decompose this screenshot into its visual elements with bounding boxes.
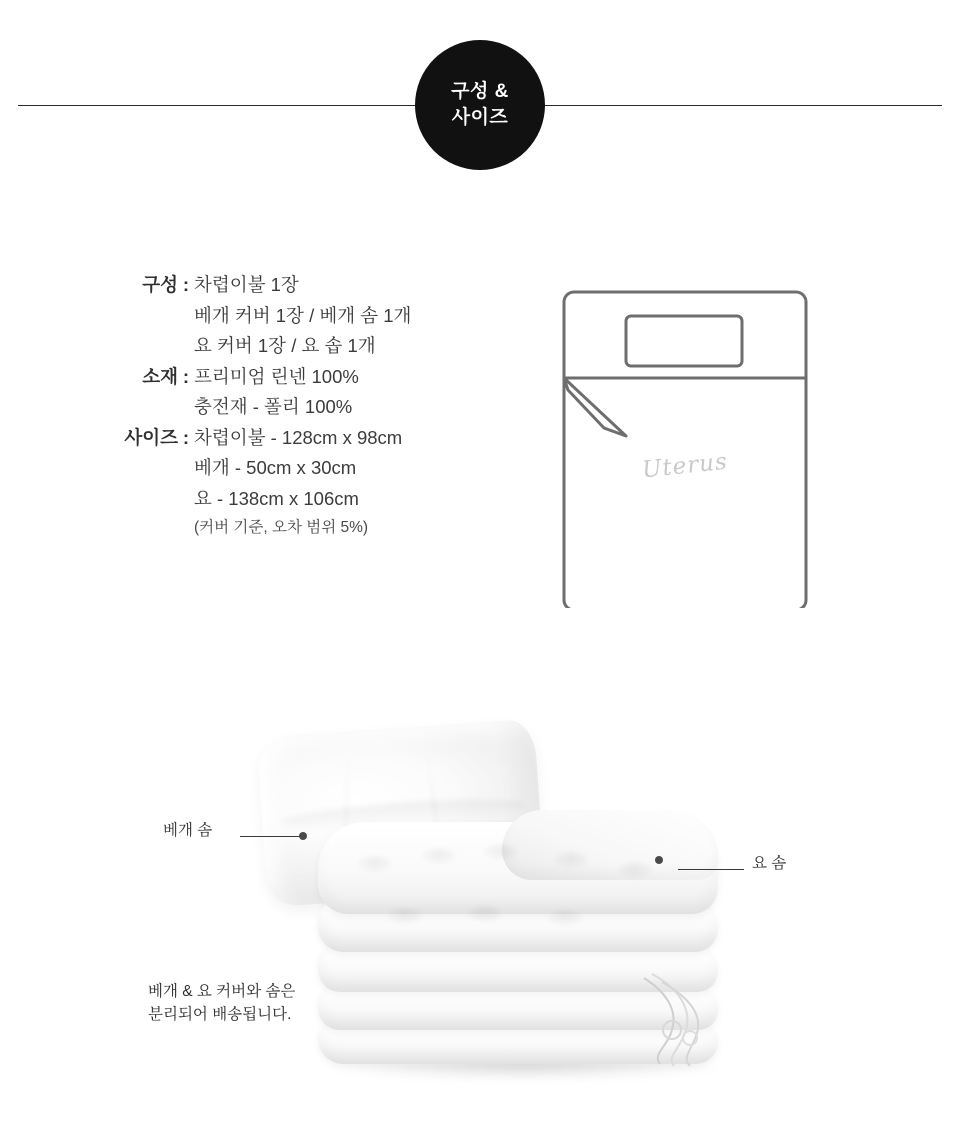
badge-line-2: 사이즈 [451, 107, 509, 128]
shipping-footnote [148, 980, 295, 1027]
callout-label-pillow-filling: 베개 솜 [163, 822, 213, 839]
spec-value-size: 차렵이불 - 128cm x 98cm [194, 426, 403, 448]
footnote-line-2: 분리되어 배송됩니다. [148, 1006, 292, 1024]
spec-row-material [108, 365, 508, 387]
bed-diagram-svg [560, 278, 810, 608]
quilt-dimple [358, 856, 392, 872]
spec-list [108, 276, 508, 536]
spec-colon: : [182, 365, 190, 387]
spec-row-composition [108, 276, 508, 295]
quilt-dimple [618, 862, 652, 878]
spec-subvalue-composition-1: 베개 커버 1장 / 베개 솜 1개 [194, 304, 412, 326]
spec-subvalue-size-2: 요 - 138cm x 106cm [194, 487, 359, 509]
bed-diagram [560, 278, 810, 608]
quilt-dimple [422, 848, 456, 864]
callout-leader-line-left [240, 836, 302, 837]
spec-subvalue-size-1: 베개 - 50cm x 30cm [194, 457, 357, 478]
quilt-dimple [554, 852, 588, 868]
pillow-outline [626, 316, 742, 366]
spec-label-size: 사이즈 [124, 426, 178, 448]
spec-label-composition: 구성 [142, 274, 178, 295]
spec-row-size [108, 426, 508, 448]
spec-value-material: 프리미엄 린넨 100% [194, 365, 359, 387]
callout-marker-left [299, 832, 307, 840]
section-header [0, 0, 960, 200]
callout-label-mattress-filling: 요 솜 [752, 855, 787, 872]
specification-section [0, 258, 960, 638]
footnote-line-1: 베개 & 요 커버와 솜은 [148, 983, 296, 1000]
brand-script-label: Uterus [640, 448, 729, 484]
quilt-dimple [548, 910, 582, 926]
spec-subvalue-composition-2: 요 커버 1장 / 요 솝 1개 [194, 335, 376, 356]
callout-leader-line-right [678, 869, 744, 870]
badge-line-1: 구성 & [451, 80, 509, 102]
spec-subvalue-material-1: 충전재 - 폴리 100% [194, 396, 353, 417]
quilt-dimple [388, 908, 422, 924]
callout-marker-right [655, 856, 663, 864]
tie-strings [638, 972, 724, 1068]
section-title-badge [415, 40, 545, 170]
spec-colon: : [182, 426, 190, 448]
quilt-dimple [468, 906, 502, 922]
quilt-dimple [484, 844, 518, 860]
spec-label-material: 소재 [142, 365, 178, 387]
spec-colon: : [182, 274, 190, 295]
spec-value-composition: 차렵이불 1장 [194, 274, 299, 295]
spec-note: (커버 기준, 오차 범위 5%) [194, 519, 369, 536]
